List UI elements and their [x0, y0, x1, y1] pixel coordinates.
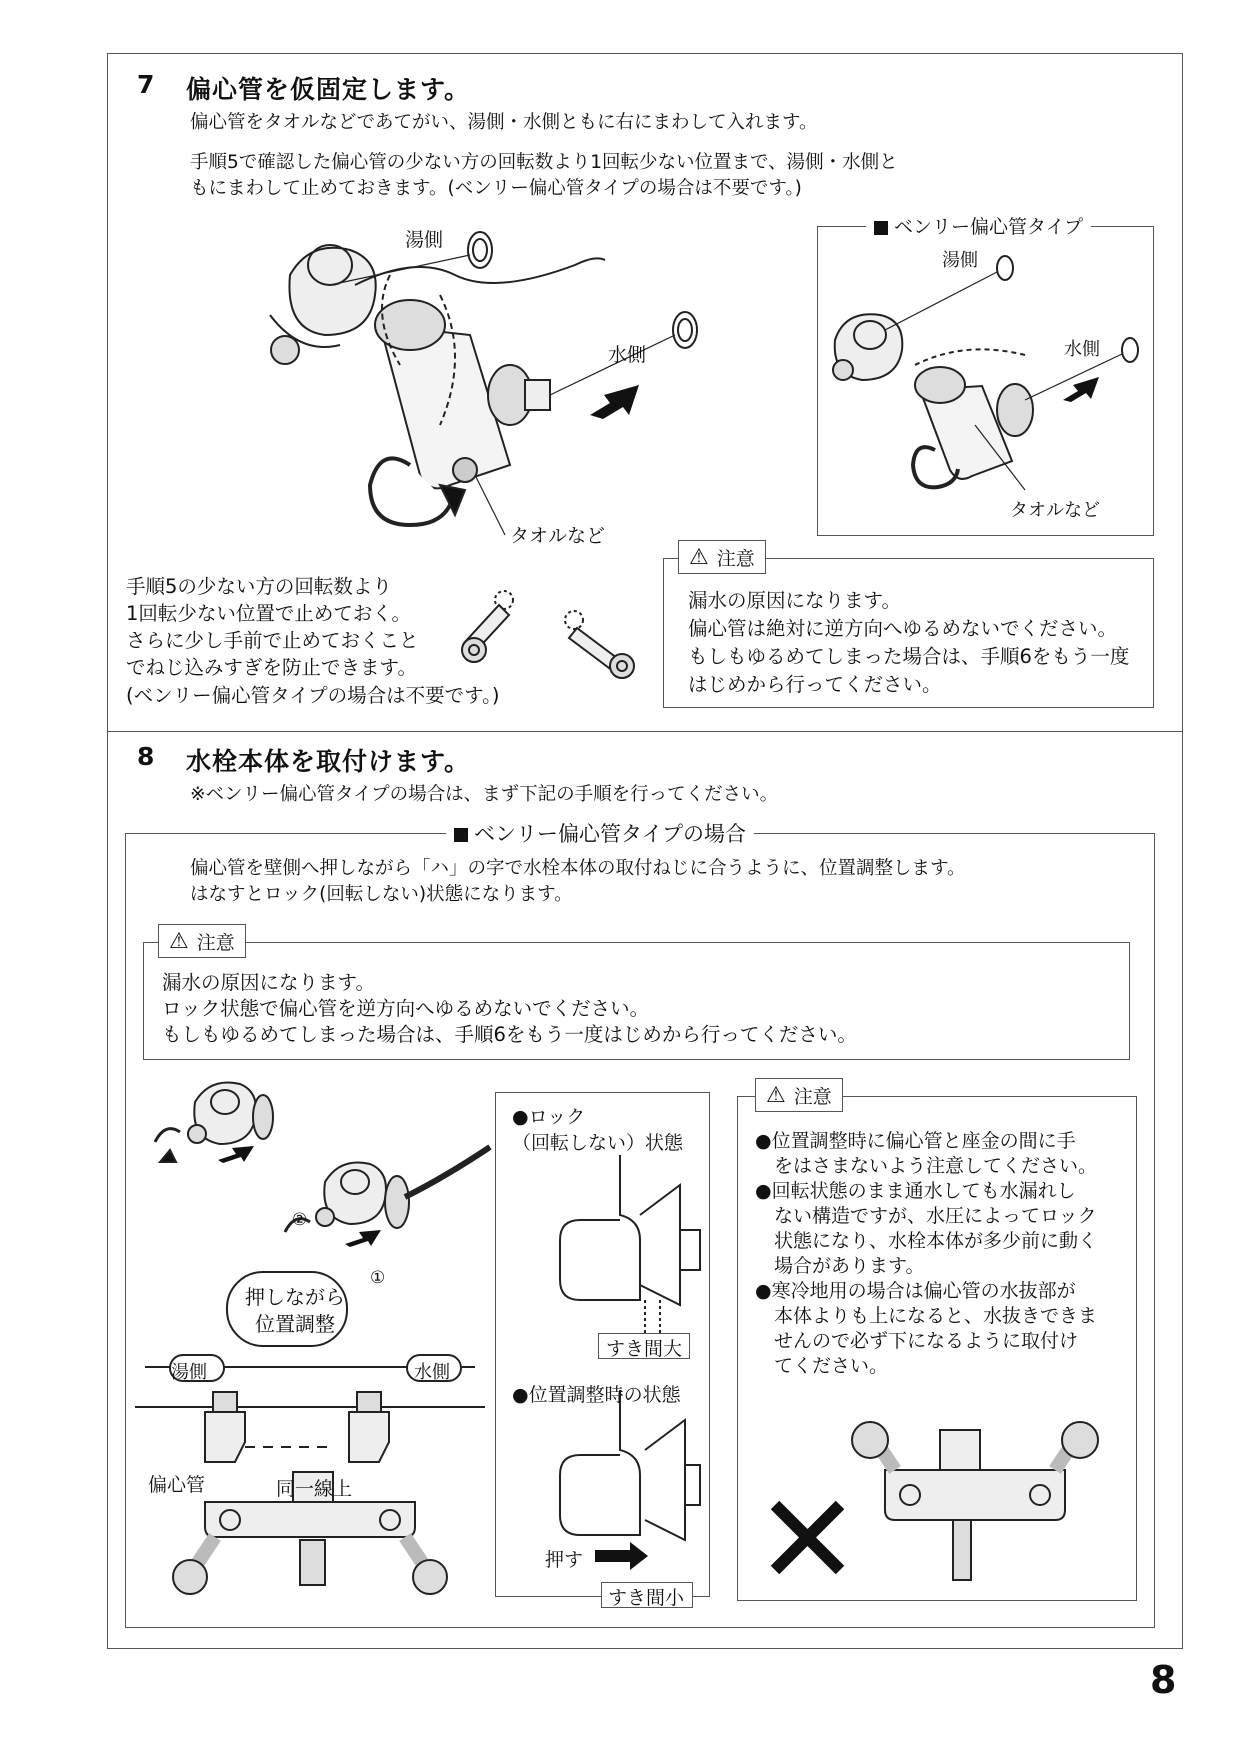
step8-caution2-line-1: ●位置調整時に偏心管と座金の間に手 [755, 1130, 1076, 1152]
step7-note-line-5: (ベンリー偏心管タイプの場合は不要です。) [126, 684, 500, 707]
step7-caution-header: ⚠ 注意 [678, 540, 766, 574]
step7-note-line-2: 1回転少ない位置で止めておく。 [126, 602, 412, 625]
push-label: 押す [545, 1549, 584, 1571]
eccentric-pipe-label: 偏心管 [148, 1474, 206, 1496]
step8-caution2-line-9: せんので必ず下になるように取付け [755, 1330, 1079, 1352]
step7-towel-label: タオルなど [510, 525, 606, 547]
step8-caution2-line-6: 場合があります。 [755, 1255, 925, 1277]
same-line-label: 同一線上 [276, 1478, 353, 1500]
step-circle-2: ② [292, 1210, 308, 1230]
step7-caution-line-4: はじめから行ってください。 [688, 673, 942, 696]
benri-hot-label: 湯側 [942, 250, 978, 271]
benri-cold-label: 水側 [1064, 339, 1100, 360]
benri-type-title: ベンリー偏心管タイプ [866, 212, 1091, 239]
benri-towel-label: タオルなど [1010, 500, 1100, 521]
step7-title: 偏心管を仮固定します。 [186, 75, 471, 104]
step7-caution-line-2: 偏心管は絶対に逆方向へゆるめないでください。 [688, 617, 1118, 640]
step8-caution2-header: ⚠ 注意 [755, 1078, 843, 1112]
gap-small-label: すき間小 [608, 1587, 685, 1609]
step8-caution-header: ⚠ 注意 [158, 924, 246, 958]
step8-caution2-line-8: 本体よりも上になると、水抜きできま [755, 1305, 1098, 1327]
step8-note: ※ベンリー偏心管タイプの場合は、まず下記の手順を行ってください。 [190, 784, 779, 805]
step7-paragraph-2a: 手順5で確認した偏心管の少ない方の回転数より1回転少ない位置まで、湯側・水側と [190, 152, 898, 173]
step7-illustration [260, 215, 700, 545]
step7-number: 7 [137, 70, 156, 99]
square-bullet-icon [454, 828, 468, 842]
step8-caution2-line-2: をはさまないよう注意してください。 [755, 1155, 1098, 1177]
step8-caution-line-1: 漏水の原因になります。 [162, 971, 375, 994]
benri-illustration [825, 250, 1145, 510]
push-adjust-bubble-line-2: 位置調整 [255, 1312, 335, 1336]
cross-mark-icon [775, 1505, 840, 1570]
step7-caution-line-1: 漏水の原因になります。 [688, 589, 901, 612]
step8-caution-line-3: もしもゆるめてしまった場合は、手順6をもう一度はじめから行ってください。 [162, 1023, 857, 1046]
step7-paragraph-1: 偏心管をタオルなどであてがい、湯側・水側ともに右にまわして入れます。 [190, 112, 818, 133]
lock-label-line-1: ●ロック [512, 1106, 586, 1128]
step8-caution-line-2: ロック状態で偏心管を逆方向へゆるめないでください。 [162, 997, 650, 1020]
step-circle-1: ① [370, 1268, 386, 1288]
warning-triangle-icon: ⚠ [689, 544, 709, 570]
step7-cold-label: 水側 [608, 344, 647, 366]
step8-caution2-line-3: ●回転状態のまま通水しても水漏れし [755, 1180, 1076, 1202]
step8-caution2-line-5: 状態になり、水栓本体が多少前に動く [755, 1230, 1098, 1252]
step8-caution2-line-7: ●寒冷地用の場合は偏心管の水抜部が [755, 1280, 1076, 1302]
gap-big-label: すき間大 [606, 1338, 683, 1360]
warning-triangle-icon: ⚠ [766, 1082, 786, 1108]
step8-number: 8 [137, 742, 156, 771]
step8-cold-label: 水側 [414, 1362, 450, 1383]
benri-procedure-title: ベンリー偏心管タイプの場合 [446, 818, 754, 848]
section-divider [107, 731, 1183, 732]
rotation-position-diagram [452, 578, 652, 678]
step7-note-line-1: 手順5の少ない方の回転数より [126, 575, 392, 598]
step7-note-line-4: でねじ込みすぎを防止できます。 [126, 656, 417, 679]
step8-title: 水栓本体を取付けます。 [186, 747, 471, 776]
lock-label-line-2: （回転しない）状態 [512, 1132, 684, 1154]
step7-paragraph-2b: もにまわして止めておきます。(ベンリー偏心管タイプの場合は不要です。) [190, 178, 802, 199]
step8-paragraph-1: 偏心管を壁側へ押しながら「ハ」の字で水栓本体の取付ねじに合うように、位置調整します。 [190, 858, 966, 879]
adjust-state-label: ●位置調整時の状態 [512, 1384, 681, 1406]
square-bullet-icon [874, 221, 888, 235]
page-number: 8 [1150, 1658, 1177, 1702]
warning-triangle-icon: ⚠ [169, 928, 189, 954]
step8-adjust-illustration [135, 1072, 490, 1627]
step8-caution2-line-10: てください。 [755, 1355, 889, 1377]
wrong-installation-diagram [765, 1420, 1125, 1590]
step8-hot-label: 湯側 [171, 1362, 207, 1383]
step7-hot-label: 湯側 [405, 229, 444, 251]
step8-caution2-line-4: ない構造ですが、水圧によってロック [755, 1205, 1097, 1227]
step7-caution-line-3: もしもゆるめてしまった場合は、手順6をもう一度 [688, 645, 1130, 668]
step8-paragraph-2: はなすとロック(回転しない)状態になります。 [190, 884, 573, 905]
push-adjust-bubble-line-1: 押しながら [245, 1285, 345, 1309]
step7-note-line-3: さらに少し手前で止めておくこと [126, 629, 419, 652]
